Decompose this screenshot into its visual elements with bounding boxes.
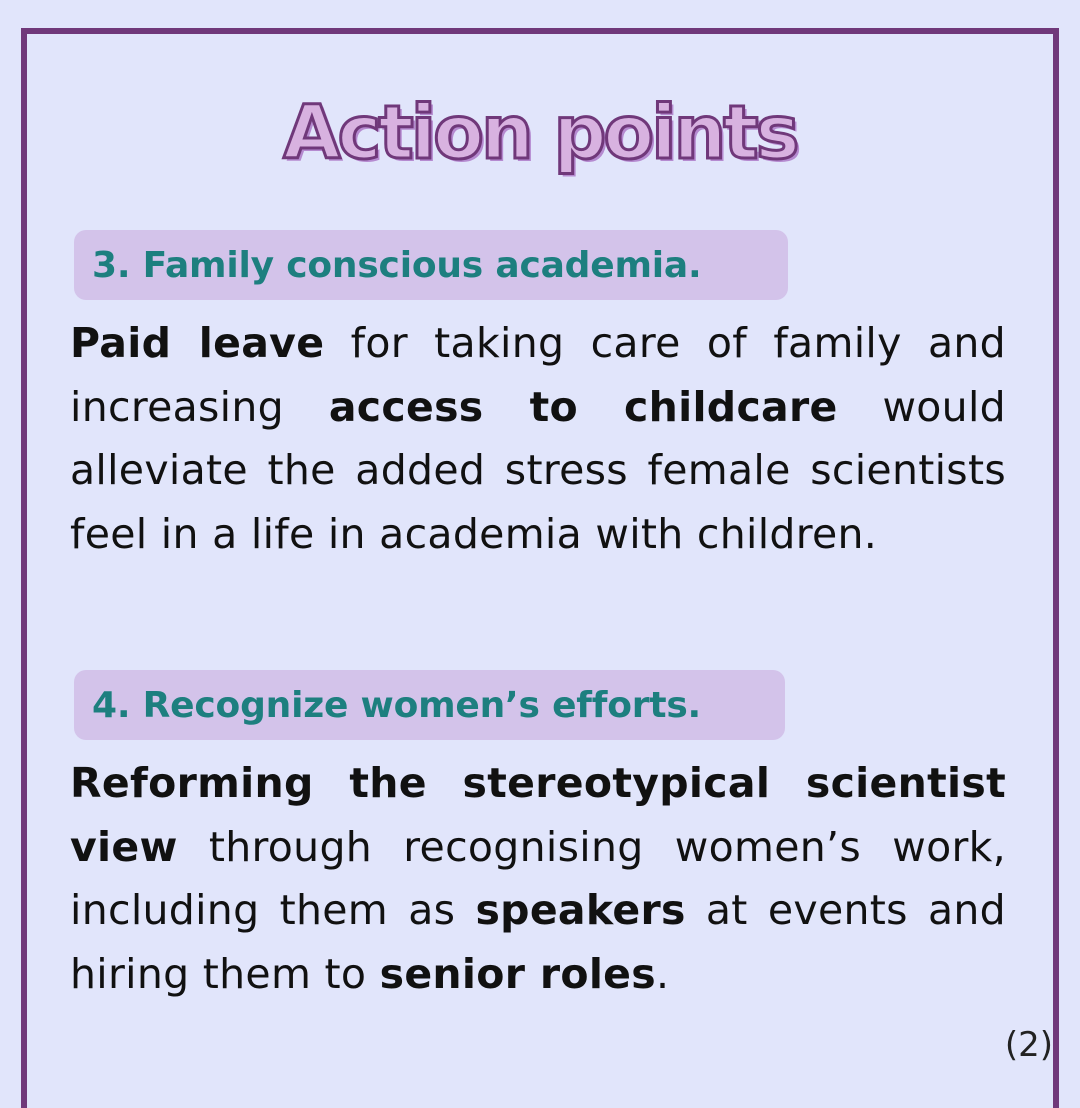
point-3-bold-access-childcare: access to childcare	[328, 382, 838, 431]
point-3-body	[70, 312, 1006, 566]
point-4-text-3: .	[656, 949, 670, 998]
point-4-bold-reforming: Reforming the stereotypical scientist view	[70, 759, 1006, 871]
point-3-heading: 3. Family conscious academia.	[92, 244, 702, 286]
page-number: (2)	[1004, 1025, 1053, 1065]
point-3-bold-paid-leave: Paid leave	[70, 319, 325, 367]
point-4-text-2: at events and hiring them to	[70, 886, 1006, 998]
point-4-bold-speakers: speakers	[475, 886, 686, 934]
point-4-body	[70, 752, 1006, 1006]
point-4-heading-tag	[74, 670, 785, 740]
point-4-heading: 4. Recognize women’s efforts.	[92, 684, 702, 726]
point-3-text-2: would alleviate the added stress female scientists feel in a life in academia with children.	[70, 382, 1006, 558]
point-4-text-1: through recognising women’s work, including them as	[70, 822, 1006, 934]
point-3-heading-tag	[74, 230, 788, 300]
point-3-text-1: for taking care of family and increasing	[70, 319, 1006, 431]
point-4-bold-senior-roles: senior roles	[379, 949, 656, 998]
page-title: Action points	[283, 90, 797, 176]
